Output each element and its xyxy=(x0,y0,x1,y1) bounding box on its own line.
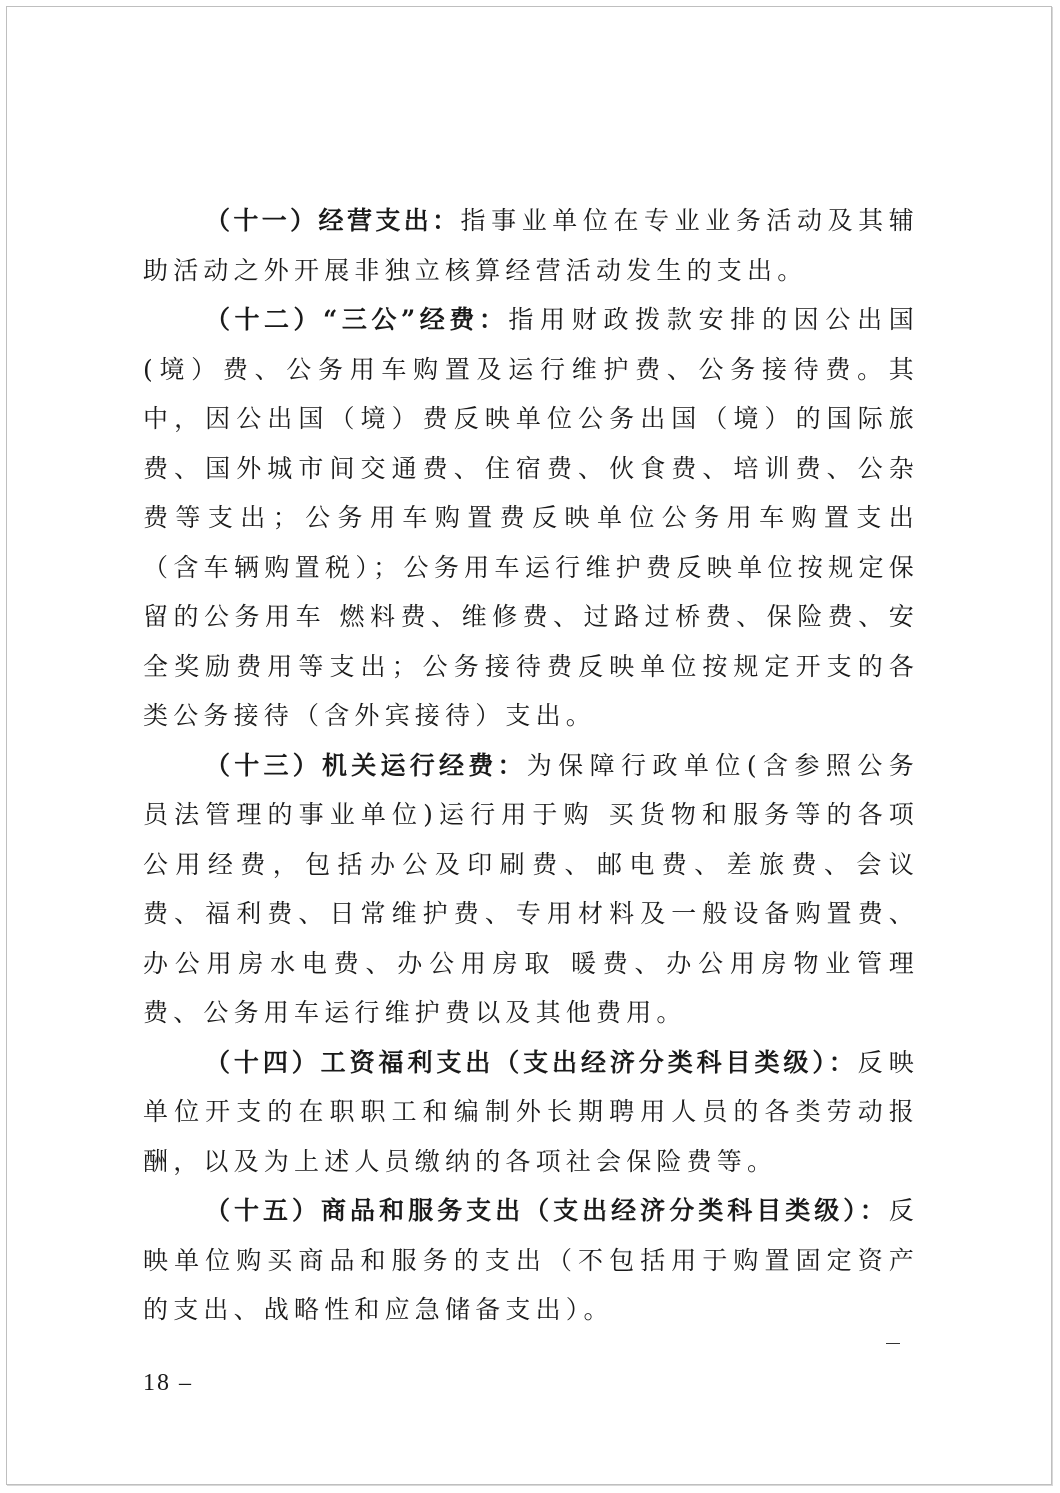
term-heading: （十五）商品和服务支出（支出经济分类科目类级）： xyxy=(205,1196,889,1225)
paragraph-agency-operating-funds xyxy=(143,741,919,1038)
term-heading: （十三）机关运行经费： xyxy=(205,750,527,780)
term-definition: 指用财政拨款安排的因公出国(境）费、公务用车购置及运行维护费、公务接待费。其中，因公出国（境）费反映单位公务出国（境）的国际旅费、国外城市间交通费、住宿费、伙食费、培训费、公杂费等支出；公务用车购置费反映单位公务用车购置支出（含车辆购置税）；公务用车运行维护费反映单位按规定保留的公务用车 燃料费、维修费、过路过桥费、保险费、安全奖励费用等支出；公务接待费反映单位按规定开支的各类公务接待（含外宾接待）支出。 xyxy=(143,305,919,730)
term-definition: 反映单位开支的在职职工和编制外长期聘用人员的各类劳动报酬，以及为上述人员缴纳的各项社会保险费等。 xyxy=(143,1047,919,1176)
paragraph-goods-services-expenses xyxy=(143,1186,919,1335)
term-heading: （十四）工资福利支出（支出经济分类科目类级）： xyxy=(205,1047,858,1077)
document-body xyxy=(143,196,919,1335)
paragraph-three-public-expenses xyxy=(143,295,919,741)
paragraph-operating-expenses xyxy=(143,196,919,295)
term-definition: 反映单位购买商品和服务的支出（不包括用于购置固定资产的支出、战略性和应急储备支出）。 xyxy=(143,1196,919,1324)
paragraph-wage-welfare-expenses xyxy=(143,1038,919,1187)
term-heading: （十一）经营支出： xyxy=(205,206,461,235)
term-definition: 指事业单位在专业业务活动及其辅助活动之外开展非独立核算经营活动发生的支出。 xyxy=(143,206,919,285)
corner-dash-mark xyxy=(886,1343,900,1344)
term-heading: （十二）“三公”经费： xyxy=(205,305,509,334)
page-number: 18 – xyxy=(143,1370,193,1396)
term-definition: 为保障行政单位(含参照公务员法管理的事业单位)运行用于购 买货物和服务等的各项公用经费，包括办公及印刷费、邮电费、差旅费、会议费、福利费、日常维护费、专用材料及一般设备购置费、办公用房水电费、办公用房取 暖费、办公用房物业管理费、公务用车运行维护费以及其他费用。 xyxy=(143,750,919,1027)
